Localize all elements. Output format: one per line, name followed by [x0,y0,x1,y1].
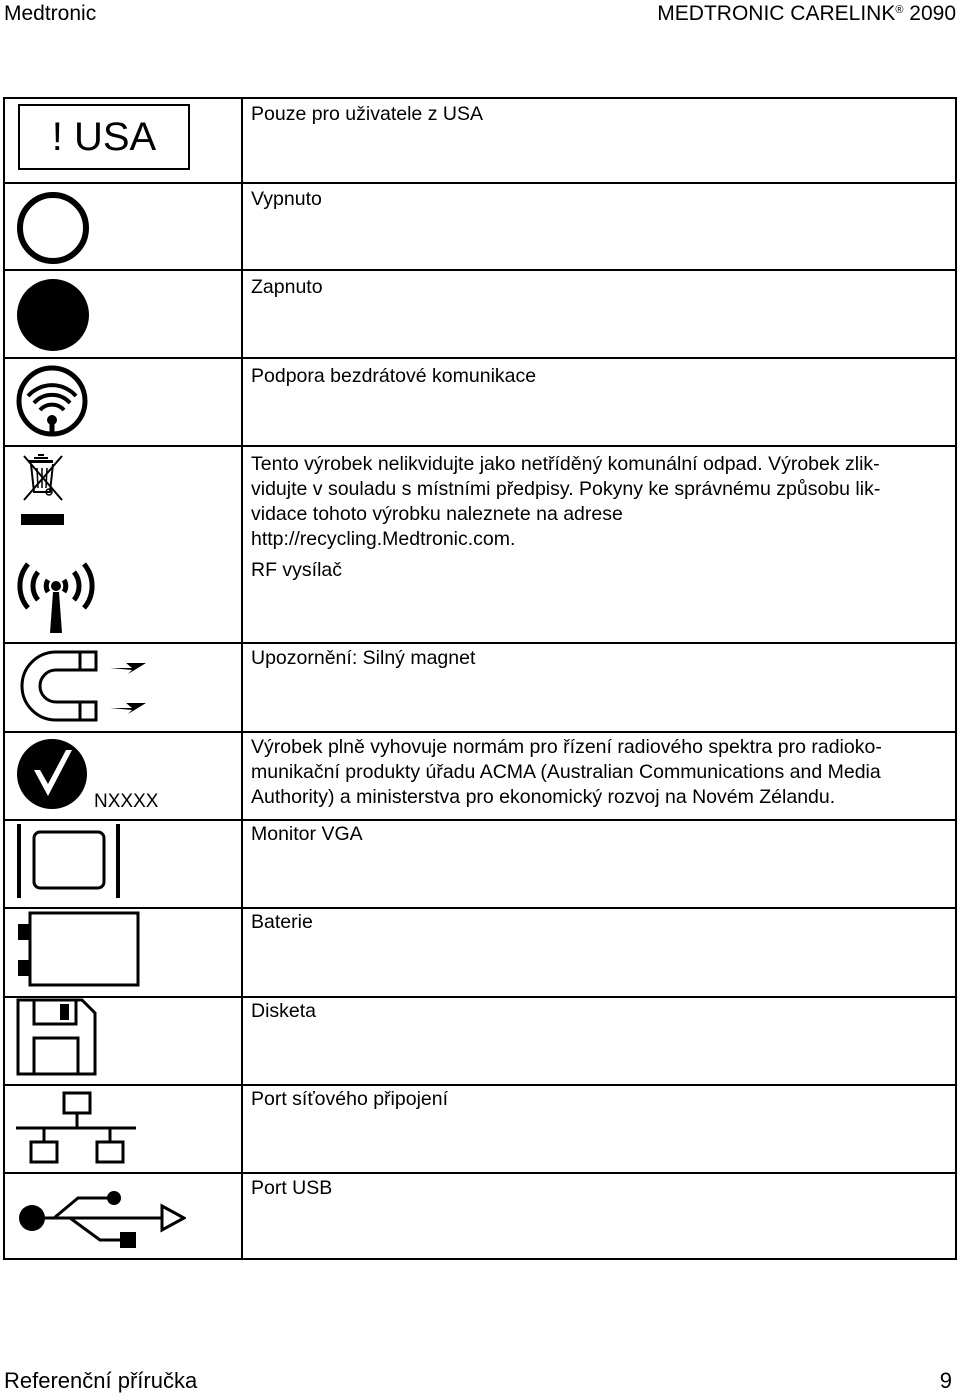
usa-restriction-icon: ! USA [18,104,190,170]
weee-line-1: Tento výrobek nelikvidujte jako netříděný komunální odpad. Výrobek zlik- [251,453,880,475]
row-wireless-description: Podpora bezdrátové komunikace [251,365,537,387]
row-divider [5,907,955,909]
row-battery-description: Baterie [251,911,313,933]
rf-transmitter-icon [16,558,100,638]
weee-line-4: http://recycling.Medtronic.com. [251,528,516,550]
registered-mark: ® [895,4,904,16]
row-divider [5,731,955,733]
on-icon [14,278,94,358]
row-magnet-description: Upozornění: Silný magnet [251,647,476,669]
footer-title: Referenční příručka [4,1368,198,1393]
header-product-name: MEDTRONIC CARELINK [657,2,896,25]
row-weee-description [251,452,951,552]
rcm-line-2: munikační produkty úřadu ACMA (Australian Communications and Media [251,761,881,783]
row-divider [5,1084,955,1086]
header-model: 2090 [909,2,956,25]
rcm-mark-icon [14,738,94,810]
network-icon [16,1090,140,1166]
rcm-code-label: NXXXX [94,791,159,812]
row-off-description: Vypnuto [251,188,322,210]
row-vga-description: Monitor VGA [251,823,363,845]
battery-icon [14,910,144,990]
row-divider [5,445,955,447]
wireless-icon [14,364,94,444]
row-divider [5,182,955,184]
weee-line-2: vidujte v souladu s místními předpisy. Pokyny ke správnému způsobu lik- [251,478,881,500]
rcm-line-3: Authority) a ministerstva pro ekonomický rozvoj na Novém Zélandu. [251,786,836,808]
row-on-description: Zapnuto [251,276,323,298]
row-usa-description: Pouze pro uživatele z USA [251,103,483,125]
row-usb-description: Port USB [251,1177,333,1199]
page-number: 9 [939,1368,952,1393]
row-divider [5,357,955,359]
floppy-disk-icon [16,998,98,1076]
weee-bin-icon [16,450,72,530]
row-divider [5,269,955,271]
weee-line-3: vidace tohoto výrobku naleznete na adrese [251,503,623,525]
row-floppy-description: Disketa [251,1000,317,1022]
row-divider [5,996,955,998]
vga-monitor-icon [14,820,124,900]
row-network-description: Port síťového připojení [251,1088,449,1110]
row-divider [5,819,955,821]
usb-icon [14,1176,186,1256]
row-divider [5,642,955,644]
header-product [657,2,956,26]
row-rcm-description [251,735,951,810]
rcm-line-1: Výrobek plně vyhovuje normám pro řízení radiového spektra pro radioko- [251,736,882,758]
row-rf-description: RF vysílač [251,559,343,581]
row-divider [5,1172,955,1174]
magnet-icon [14,648,154,728]
off-icon [14,190,94,270]
header-brand: Medtronic [4,2,97,25]
